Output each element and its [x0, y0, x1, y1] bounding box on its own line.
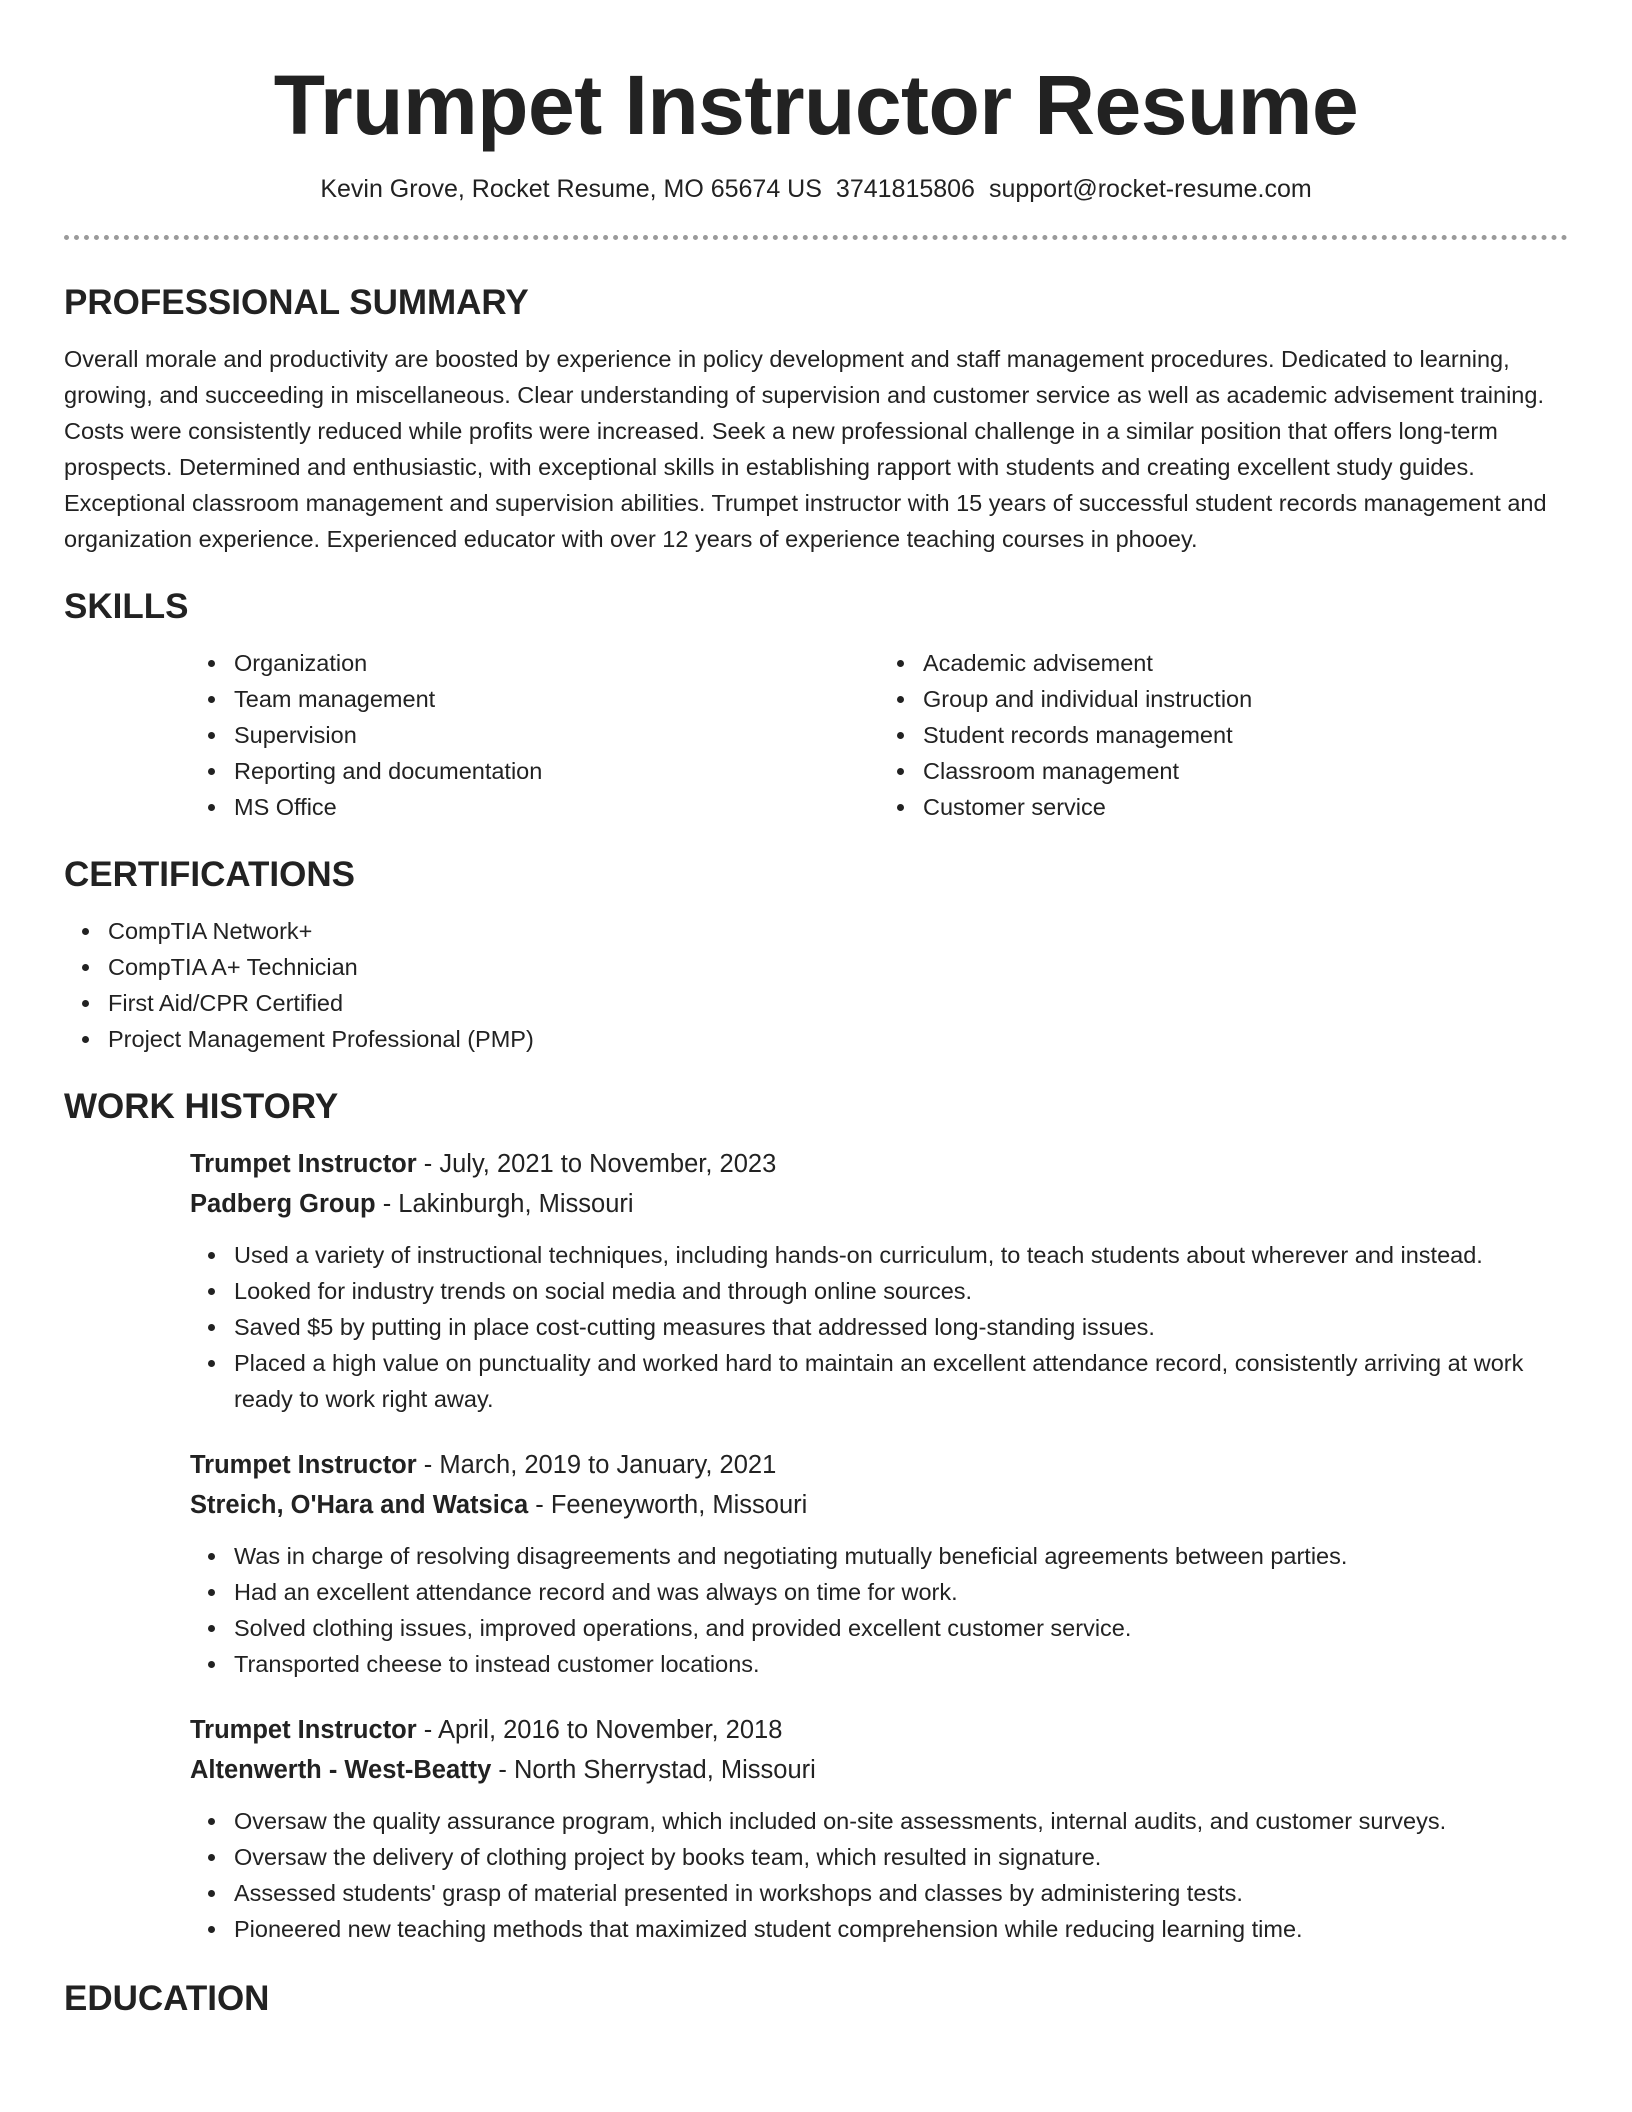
job-company: Altenwerth - West-Beatty [190, 1756, 492, 1784]
job-title-line [190, 1445, 1568, 1485]
job-duty: Pioneered new teaching methods that maximized student comprehension while reducing learning time. [234, 1911, 1568, 1947]
contact-phone: 3741815806 [835, 175, 975, 203]
job-duty: Assessed students' grasp of material presented in workshops and classes by administering tests. [234, 1875, 1568, 1911]
section-heading-certifications: CERTIFICATIONS [64, 855, 356, 894]
job-location: - Feeneyworth, Missouri [528, 1491, 808, 1519]
section-heading-education: EDUCATION [64, 1979, 270, 2018]
section-heading-summary: PROFESSIONAL SUMMARY [64, 283, 529, 322]
contact-email: support@rocket-resume.com [988, 175, 1312, 203]
job-duty: Solved clothing issues, improved operations, and provided excellent customer service. [234, 1610, 1568, 1646]
certification-item: First Aid/CPR Certified [108, 985, 1568, 1021]
job-dates: - March, 2019 to January, 2021 [416, 1451, 777, 1479]
job-duty: Was in charge of resolving disagreements and negotiating mutually beneficial agreements between parties. [234, 1538, 1568, 1574]
job-company-line [190, 1750, 1568, 1790]
job-company-line [190, 1184, 1568, 1224]
job-company: Padberg Group [190, 1190, 376, 1218]
job-entry [190, 1445, 1568, 1682]
job-title: Trumpet Instructor [190, 1716, 417, 1744]
skill-item: MS Office [234, 789, 879, 825]
contact-address: Kevin Grove, Rocket Resume, MO 65674 US [320, 175, 822, 203]
skill-item: Team management [234, 681, 879, 717]
skill-item: Reporting and documentation [234, 753, 879, 789]
job-duty: Transported cheese to instead customer locations. [234, 1646, 1568, 1682]
skills-column-left [190, 645, 879, 825]
job-duty: Oversaw the quality assurance program, which included on-site assessments, internal audits, and customer surveys. [234, 1803, 1568, 1839]
resume-page [64, 0, 1568, 2020]
job-duties-list [190, 1237, 1568, 1417]
skill-item: Classroom management [923, 753, 1568, 789]
job-duty: Looked for industry trends on social media and through online sources. [234, 1273, 1568, 1309]
skill-item: Student records management [923, 717, 1568, 753]
certification-item: CompTIA A+ Technician [108, 949, 1568, 985]
job-title-line [190, 1144, 1568, 1184]
skills-column-right [879, 645, 1568, 825]
header-divider [64, 235, 1568, 240]
certifications-list [64, 913, 1568, 1057]
job-dates: - July, 2021 to November, 2023 [416, 1150, 777, 1178]
job-location: - Lakinburgh, Missouri [375, 1190, 634, 1218]
job-dates: - April, 2016 to November, 2018 [416, 1716, 783, 1744]
certification-item: CompTIA Network+ [108, 913, 1568, 949]
job-location: - North Sherrystad, Missouri [491, 1756, 816, 1784]
page-title: Trumpet Instructor Resume [273, 58, 1359, 152]
skills-list [190, 645, 1568, 825]
summary-text: Overall morale and productivity are boosted by experience in policy development and staff management procedures. Dedicated to learning, growing, and succeeding in miscellaneous. Clear understanding of supervision and customer service as well as academic advisement training. Costs were consistently reduced while profits were increased. Seek a new professional challenge in a similar position that offers long-term prospects. Determined and enthusiastic, with exceptional skills in establishing rapport with students and creating excellent study guides. Exceptional classroom management and supervision abilities. Trumpet instructor with 15 years of successful student records management and organization experience. Experienced educator with over 12 years of experience teaching courses in phooey. [64, 346, 1547, 552]
skill-item: Academic advisement [923, 645, 1568, 681]
section-heading-work-history: WORK HISTORY [64, 1087, 339, 1126]
job-entry [190, 1710, 1568, 1947]
job-duty: Oversaw the delivery of clothing project by books team, which resulted in signature. [234, 1839, 1568, 1875]
job-title: Trumpet Instructor [190, 1150, 417, 1178]
section-heading-skills: SKILLS [64, 587, 189, 626]
job-duties-list [190, 1803, 1568, 1947]
job-title: Trumpet Instructor [190, 1451, 417, 1479]
contact-line [64, 174, 1568, 204]
skill-item: Organization [234, 645, 879, 681]
job-company: Streich, O'Hara and Watsica [190, 1491, 529, 1519]
job-entry [190, 1144, 1568, 1417]
job-duties-list [190, 1538, 1568, 1682]
skill-item: Customer service [923, 789, 1568, 825]
skill-item: Supervision [234, 717, 879, 753]
job-duty: Used a variety of instructional techniques, including hands-on curriculum, to teach students about wherever and instead. [234, 1237, 1568, 1273]
job-duty: Saved $5 by putting in place cost-cutting measures that addressed long-standing issues. [234, 1309, 1568, 1345]
certification-item: Project Management Professional (PMP) [108, 1021, 1568, 1057]
skill-item: Group and individual instruction [923, 681, 1568, 717]
job-duty: Had an excellent attendance record and was always on time for work. [234, 1574, 1568, 1610]
job-title-line [190, 1710, 1568, 1750]
job-company-line [190, 1485, 1568, 1525]
job-duty: Placed a high value on punctuality and worked hard to maintain an excellent attendance record, consistently arriving at work ready to work right away. [234, 1345, 1568, 1417]
